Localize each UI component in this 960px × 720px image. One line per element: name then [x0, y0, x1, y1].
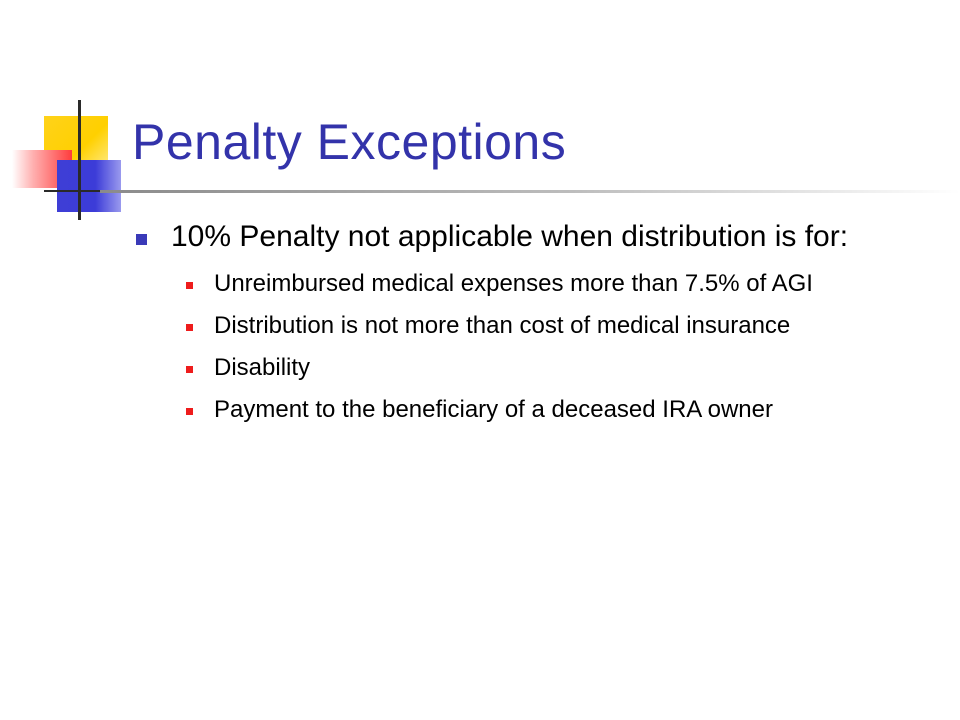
square-bullet-icon — [186, 324, 193, 331]
square-bullet-icon — [186, 282, 193, 289]
sub-bullet-text: Disability — [214, 354, 311, 381]
sub-bullet — [136, 354, 916, 381]
sub-bullet-text: Unreimbursed medical expenses more than 7.5% of AGI — [214, 270, 813, 297]
sub-bullet-text: Payment to the beneficiary of a deceased IRA owner — [214, 396, 773, 423]
sub-bullet — [136, 396, 916, 423]
slide-content — [136, 220, 916, 438]
square-bullet-icon — [186, 366, 193, 373]
slide-title: Penalty Exceptions — [132, 114, 567, 170]
sub-bullet — [136, 312, 916, 339]
blue-square-shape — [57, 160, 121, 212]
vertical-accent-line — [78, 100, 81, 220]
main-bullet-text: 10% Penalty not applicable when distribution is for: — [171, 220, 849, 253]
sub-bullet-list — [136, 270, 916, 423]
corner-decoration — [0, 0, 140, 230]
main-bullet — [136, 220, 916, 254]
square-bullet-icon — [186, 408, 193, 415]
square-bullet-icon — [136, 234, 147, 245]
sub-bullet — [136, 270, 916, 297]
title-underline — [100, 190, 960, 193]
sub-bullet-text: Distribution is not more than cost of medical insurance — [214, 312, 791, 339]
